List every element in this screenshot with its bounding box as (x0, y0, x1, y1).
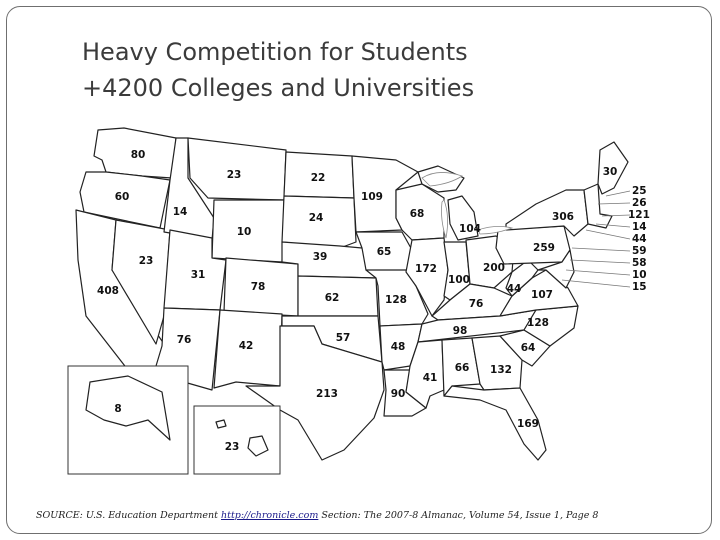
label-ny: 306 (552, 211, 574, 223)
label-sd: 24 (308, 212, 324, 224)
leader-5 (586, 230, 630, 239)
label-fl: 169 (517, 418, 539, 430)
leader-2 (598, 203, 630, 204)
label-ia: 65 (376, 246, 392, 258)
label-mt: 23 (226, 169, 242, 181)
hawaii-inset (194, 406, 280, 474)
source-citation (36, 510, 598, 521)
label-me: 30 (602, 166, 618, 178)
label-id: 14 (172, 206, 188, 218)
label-ks: 62 (324, 292, 340, 304)
source-prefix: SOURCE: U.S. Education Department (36, 510, 222, 521)
label-pa: 259 (533, 242, 555, 254)
title-line-1: Heavy Competition for Students (82, 38, 468, 66)
ne-legend-3: 121 (628, 209, 650, 221)
state-hi (216, 420, 226, 428)
label-ne: 39 (312, 251, 328, 263)
leader-6 (572, 248, 630, 251)
label-ca: 408 (97, 285, 119, 297)
ne-legend-1: 25 (632, 185, 647, 197)
label-oh: 200 (483, 262, 505, 274)
label-al: 66 (454, 362, 470, 374)
leader-7 (570, 260, 630, 263)
label-nd: 22 (310, 172, 326, 184)
ne-legend-8: 10 (632, 269, 647, 281)
label-il: 172 (415, 263, 437, 275)
label-sc: 64 (520, 342, 536, 354)
source-link[interactable]: http://chronicle.com (221, 510, 319, 521)
label-tn: 98 (452, 325, 468, 337)
ne-legend-6: 59 (632, 245, 647, 257)
label-wv: 44 (506, 283, 522, 295)
label-va: 107 (531, 289, 553, 301)
ne-legend-7: 58 (632, 257, 647, 269)
label-la: 90 (390, 388, 406, 400)
label-mi: 104 (459, 223, 481, 235)
source-suffix: Section: The 2007-8 Almanac, Volume 54, Issue 1, Page 8 (318, 510, 599, 521)
label-mo: 128 (385, 294, 407, 306)
label-ar: 48 (390, 341, 406, 353)
ne-legend-4: 14 (632, 221, 647, 233)
ne-legend-2: 26 (632, 197, 647, 209)
leader-8 (566, 270, 630, 275)
label-ga: 132 (490, 364, 512, 376)
ne-legend-9: 15 (632, 281, 647, 293)
map-svg (66, 120, 656, 482)
label-co: 78 (250, 281, 266, 293)
ne-legend-5: 44 (632, 233, 647, 245)
label-ak: 8 (114, 403, 122, 415)
label-wa: 80 (130, 149, 146, 161)
label-mn: 109 (361, 191, 383, 203)
label-tx: 213 (316, 388, 338, 400)
us-colleges-map (66, 120, 656, 482)
label-wi: 68 (409, 208, 425, 220)
leader-1 (606, 191, 630, 196)
label-hi: 23 (224, 441, 240, 453)
label-ok: 57 (335, 332, 351, 344)
label-nv: 23 (138, 255, 154, 267)
label-or: 60 (114, 191, 130, 203)
label-nc: 128 (527, 317, 549, 329)
label-az: 76 (176, 334, 192, 346)
label-ky: 76 (468, 298, 484, 310)
label-in: 100 (448, 274, 470, 286)
label-ut: 31 (190, 269, 206, 281)
slide-title (82, 34, 474, 106)
label-wy: 10 (236, 226, 252, 238)
title-line-2: +4200 Colleges and Universities (82, 74, 475, 102)
leader-9 (562, 280, 630, 287)
label-nm: 42 (238, 340, 254, 352)
label-ms: 41 (422, 372, 438, 384)
